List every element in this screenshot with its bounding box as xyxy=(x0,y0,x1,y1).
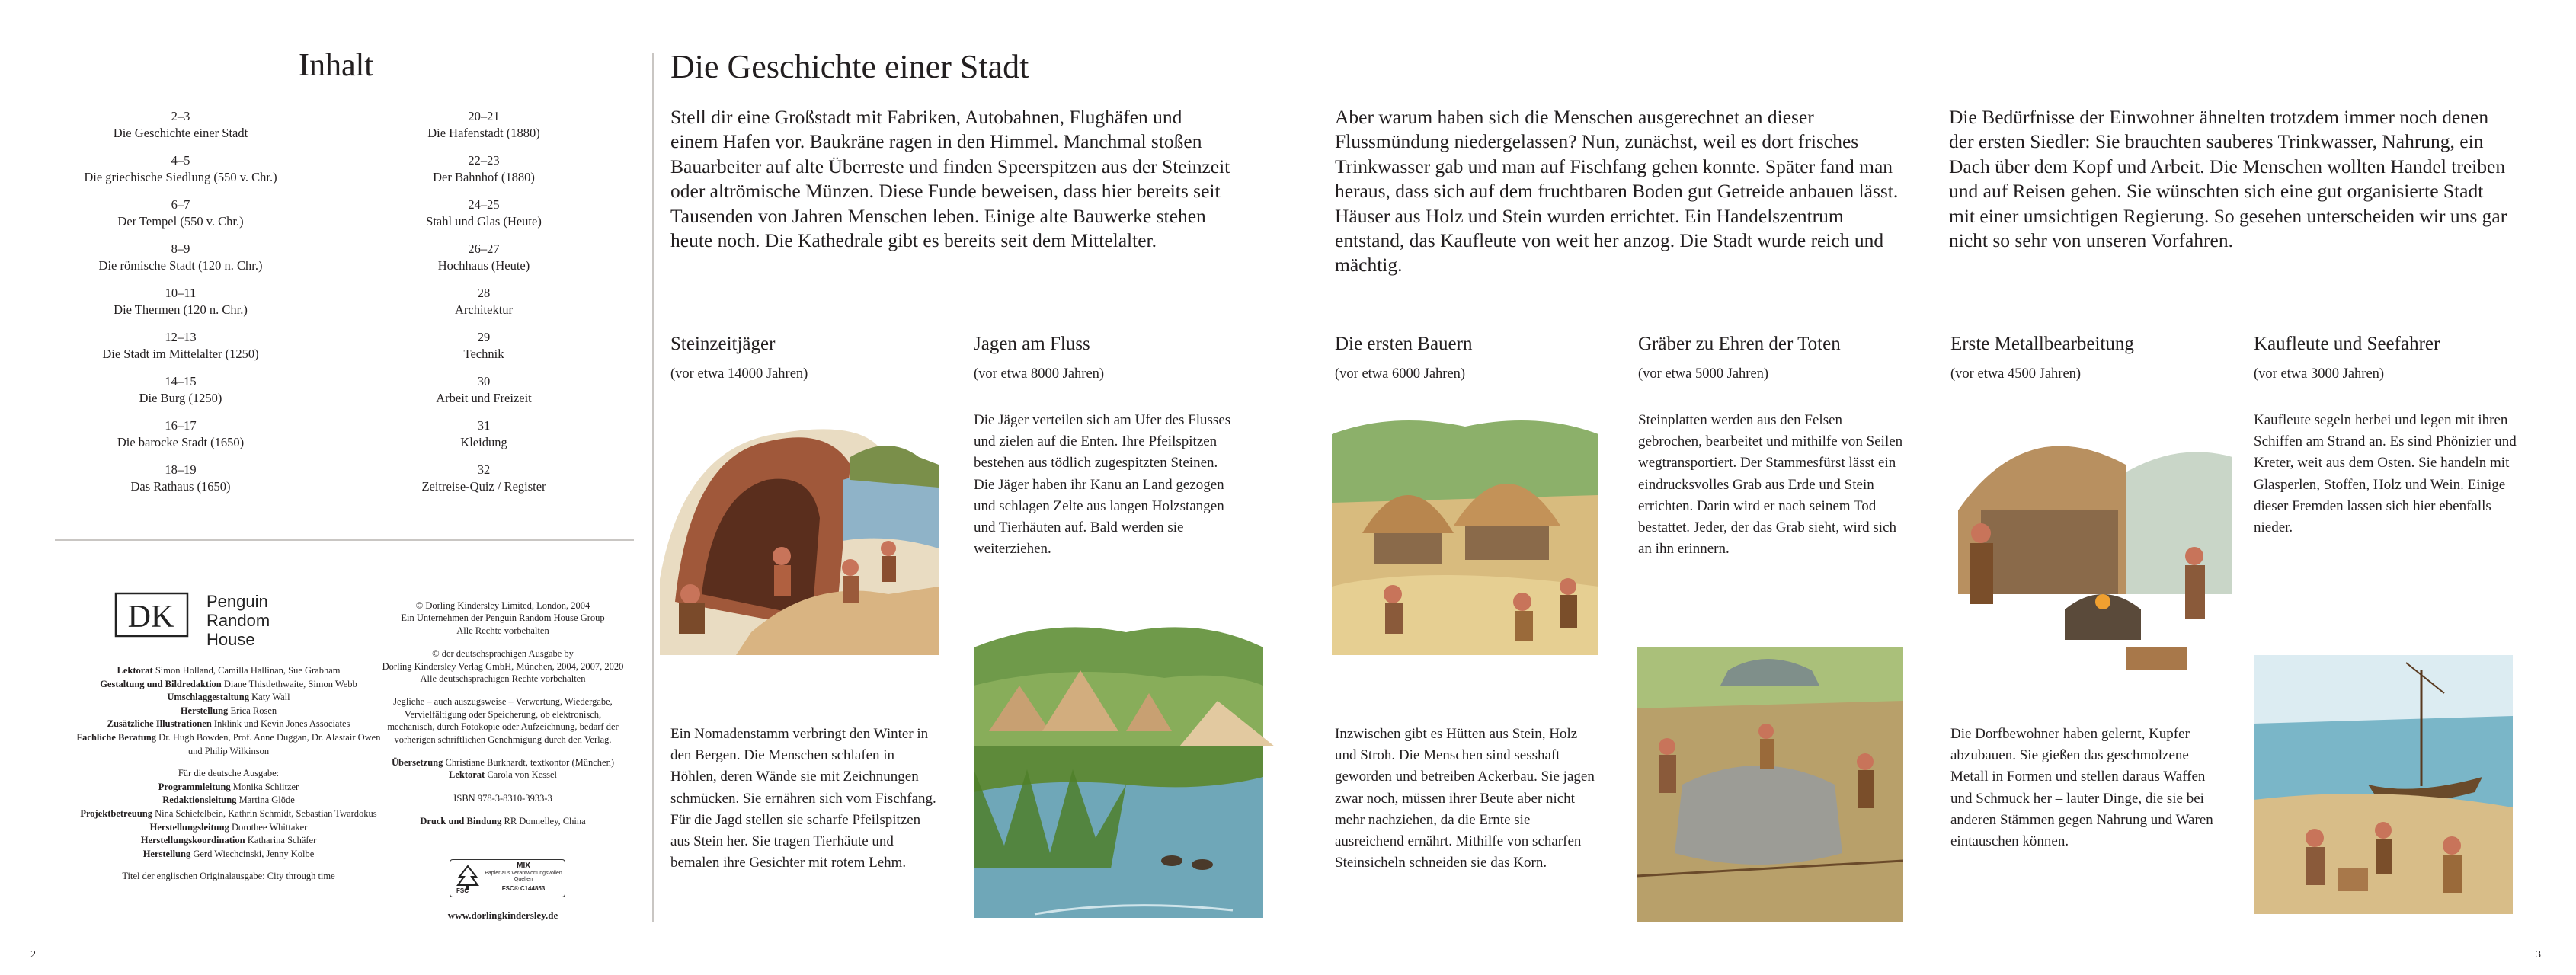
section-period: (vor etwa 6000 Jahren) xyxy=(1335,366,1466,382)
toc-divider xyxy=(55,539,634,541)
toc-chapter-title: Die Geschichte einer Stadt xyxy=(113,126,248,140)
fsc-logo-text: FSC xyxy=(456,887,469,894)
section-text: Die Dorfbewohner haben gelernt, Kupfer abzubauen. Sie gießen das geschmolzene Metall in Formen und stellen daraus Waffen und Schmuck her – lauter Dinge, die sie bei anderen Stämmen gegen Nahrung und Waren eintauschen können. xyxy=(1950,726,2213,850)
toc-chapter-title: Die Stadt im Mittelalter (1250) xyxy=(102,347,259,361)
toc-page: 12–13 xyxy=(165,330,197,344)
toc-title: Inhalt xyxy=(299,48,373,83)
toc-page: 6–7 xyxy=(171,197,190,212)
farming-village-illustration xyxy=(1332,411,1598,655)
dk-logo-letters: DK xyxy=(127,599,174,635)
toc-entry[interactable] xyxy=(55,285,306,329)
cave-hunters-illustration xyxy=(660,404,939,655)
credit-line: Projektbetreuung Nina Schiefelbein, Kathrin Schmidt, Sebastian Twardokus xyxy=(80,807,377,819)
section-period: (vor etwa 4500 Jahren) xyxy=(1950,366,2082,382)
metalworking-illustration xyxy=(1950,396,2232,678)
credit-line: Herstellungsleitung Dorothee Whittaker xyxy=(149,821,308,833)
credits-left xyxy=(76,664,381,884)
dk-logo-icon xyxy=(114,590,190,639)
toc-chapter-title: Das Rathaus (1650) xyxy=(130,479,231,494)
toc-page: 14–15 xyxy=(165,374,197,388)
toc-chapter-title: Die griechische Siedlung (550 v. Chr.) xyxy=(84,170,277,184)
toc-chapter-title: Die barocke Stadt (1650) xyxy=(117,435,245,449)
toc-entry[interactable] xyxy=(358,462,610,506)
credits-right: © Dorling Kindersley Limited, London, 2004 Ein Unternehmen der Penguin Random House Group Alle Rechte vorbehalten © der deutschsprachigen Ausgabe by Dorling Kindersley Verlag GmbH, München, 2004, 2007, 2020 Alle deutschsprachigen Rechte vorbehalten Jegliche – auch auszugsweise – Verwertung, Wiedergabe, Vervielfältigung oder Speicherung, ob elektronisch, mechanisch, durch Fotokopie oder Aufzeichnung, bedarf der vorherigen schriftlichen Genehmigung durch den Verlag. Übersetzung Christiane Burkhardt, textkontor (München) Lektorat Carola von Kessel ISBN 978-3-8310-3933-3 Druck und Bindung RR Donnelley, China xyxy=(382,600,624,827)
toc-entry[interactable] xyxy=(55,152,306,197)
credit-line: Programmleitung Monika Schlitzer xyxy=(158,781,299,792)
toc-chapter-title: Zeitreise-Quiz / Register xyxy=(421,479,546,494)
toc-page: 22–23 xyxy=(468,153,500,168)
section-period: (vor etwa 8000 Jahren) xyxy=(974,366,1105,382)
credit-line: Herstellung Erica Rosen xyxy=(180,705,277,716)
toc-entry[interactable] xyxy=(55,417,306,462)
toc-chapter-title: Der Bahnhof (1880) xyxy=(433,170,535,184)
toc-chapter-title: Die Hafenstadt (1880) xyxy=(427,126,540,140)
section-period: (vor etwa 3000 Jahren) xyxy=(2254,366,2385,382)
section-text: Kaufleute segeln herbei und legen mit ihren Schiffen am Strand an. Es sind Phönizier und Kreter, weit aus dem Osten. Sie handeln mit Glasperlen, Stoffen, Holz und Wein. Einige dieser Fremden lassen sich hier ebenfalls nieder. xyxy=(2254,412,2517,536)
credit-line: Redaktionsleitung Martina Glöde xyxy=(162,794,295,806)
toc-page: 29 xyxy=(477,330,491,344)
section-text: Inzwischen gibt es Hütten aus Stein, Holz und Stroh. Die Menschen sind sesshaft geworden und betreiben Ackerbau. Sie jagen zwar noch, müssen ihrer Beute aber nicht mehr nachziehen, da die Ernte sie ausreichend ernährt. Mithilfe von scharfen Steinsicheln schneiden sie das Korn. xyxy=(1335,726,1595,871)
page-title: Die Geschichte einer Stadt xyxy=(670,48,1029,85)
fsc-mix: MIX xyxy=(517,862,530,870)
toc-page: 2–3 xyxy=(171,109,190,123)
megalith-tomb-illustration xyxy=(1637,632,1903,922)
fsc-label xyxy=(450,859,565,897)
toc-page: 26–27 xyxy=(468,241,500,256)
credit-line: Gestaltung und Bildredaktion Diane Thistlethwaite, Simon Webb xyxy=(100,678,357,689)
section-text: Steinplatten werden aus den Felsen gebrochen, bearbeitet und mithilfe von Seilen wegtransportiert. Der Stammesfürst lässt ein eindrucksvolles Grab aus Erde und Stein errichten. Darin wird er nach seinem Tod bestattet. Jeder, der das Grab sieht, wird sich an ihn erinnern. xyxy=(1638,412,1903,558)
toc-chapter-title: Die Burg (1250) xyxy=(139,391,222,405)
credit-line: Zusätzliche Illustrationen Inklink und Kevin Jones Associates xyxy=(107,718,350,730)
section-period: (vor etwa 5000 Jahren) xyxy=(1638,366,1769,382)
toc-chapter-title: Arbeit und Freizeit xyxy=(436,391,532,405)
toc-page: 20–21 xyxy=(468,109,500,123)
intro-paragraph-2: Aber warum haben sich die Menschen ausgerechnet an dieser Flussmündung niedergelassen? Nun, zunächst, weil es dort frisches Trinkwasser gab und man auf Fischfang gehen konnte. Später fand man heraus, dass sich auf dem fruchtbaren Boden gut Getreide anbauen lässt. Häuser aus Holz und Stein wurden errichtet. Ein Handelszentrum entstand, das Kaufleute von weit her anzog. Die Stadt wurde reich und mächtig. xyxy=(1335,106,1899,277)
credit-line: Lektorat Simon Holland, Camilla Hallinan, Sue Grabham xyxy=(117,665,341,676)
toc-page: 30 xyxy=(477,374,491,388)
fsc-text: Papier aus verantwortungsvollen Quellen xyxy=(485,871,562,882)
toc-chapter-title: Stahl und Glas (Heute) xyxy=(426,214,542,229)
credit-line: Herstellungskoordination Katharina Schäfer xyxy=(140,835,317,846)
section-text: Die Jäger verteilen sich am Ufer des Flusses und zielen auf die Enten. Ihre Pfeilspitzen bestehen aus tödlich zugespitzten Steinen. Die Jäger haben ihr Kanu an Land gezogen und schlagen Zelte aus langen Holzstangen und Tierhäuten auf. Bald werden sie weiterziehen. xyxy=(974,412,1231,558)
toc-page: 28 xyxy=(477,286,491,300)
page-number-left: 2 xyxy=(30,949,36,961)
toc-chapter-title: Der Tempel (550 v. Chr.) xyxy=(117,214,244,229)
section-title-stone-age-hunters: Steinzeitjäger xyxy=(670,334,776,354)
toc-page: 31 xyxy=(477,418,491,433)
toc-chapter-title: Die Thermen (120 n. Chr.) xyxy=(114,302,248,317)
toc-entry[interactable] xyxy=(358,373,610,417)
publisher-url[interactable]: www.dorlingkindersley.de xyxy=(447,909,558,921)
toc-entry[interactable] xyxy=(358,197,610,241)
page-number-right: 3 xyxy=(2536,949,2541,961)
toc-entry[interactable] xyxy=(358,241,610,285)
toc-entry[interactable] xyxy=(55,241,306,285)
toc-chapter-title: Architektur xyxy=(454,302,514,317)
credit-line: Für die deutsche Ausgabe: xyxy=(178,768,280,779)
trading-ships-illustration xyxy=(2254,609,2513,914)
toc-entry[interactable] xyxy=(55,462,306,506)
section-title-river-hunters: Jagen am Fluss xyxy=(974,334,1090,354)
toc-entry[interactable] xyxy=(358,108,610,152)
toc-page: 4–5 xyxy=(171,153,190,168)
toc-entry[interactable] xyxy=(358,152,610,197)
penguin-random-house-wordmark: Penguin Random House xyxy=(200,592,270,649)
toc-entry[interactable] xyxy=(55,329,306,373)
toc-page: 16–17 xyxy=(165,418,197,433)
toc-page: 8–9 xyxy=(171,241,190,256)
credit-line: Fachliche Beratung Dr. Hugh Bowden, Prof. Anne Duggan, Dr. Alastair Owen und Philip Wilkinson xyxy=(76,731,381,756)
toc-column-right xyxy=(358,108,610,506)
toc-entry[interactable] xyxy=(358,285,610,329)
toc-entry[interactable] xyxy=(358,417,610,462)
toc-chapter-title: Die römische Stadt (120 n. Chr.) xyxy=(98,258,263,273)
toc-page: 18–19 xyxy=(165,462,197,477)
credit-line: Herstellung Gerd Wiechcinski, Jenny Kolbe xyxy=(142,848,315,859)
toc-page: 32 xyxy=(477,462,491,477)
intro-paragraph-3: Die Bedürfnisse der Einwohner ähnelten trotzdem immer noch denen der ersten Siedler: Sie brauchten sauberes Trinkwasser, Nahrung, ein Dach über dem Kopf und Arbeit. Die Menschen wollten Handel treiben und auf Reisen gehen. Sie wünschten sich eine gut organisierte Stadt mit einer umsichtigen Regierung. So gesehen unterscheiden wir uns gar nicht so sehr von unseren Vorfahren. xyxy=(1949,106,2507,252)
section-title-burial-mounds: Gräber zu Ehren der Toten xyxy=(1638,334,1841,354)
section-title-metalworking: Erste Metallbearbeitung xyxy=(1950,334,2134,354)
toc-chapter-title: Technik xyxy=(463,347,504,361)
section-title-first-farmers: Die ersten Bauern xyxy=(1335,334,1473,354)
toc-entry[interactable] xyxy=(55,197,306,241)
toc-chapter-title: Hochhaus (Heute) xyxy=(437,258,530,273)
intro-paragraph-1: Stell dir eine Großstadt mit Fabriken, Autobahnen, Flughäfen und einem Hafen vor. Baukräne ragen in den Himmel. Manchmal stoßen Bauarbeiter auf alte Überreste und finden Speerspitzen aus der Steinzeit oder altrömische Münzen. Diese Funde beweisen, dass hier bereits seit Tausenden von Jahren Menschen leben. Einige alte Bauwerke stehen heute noch. Die Kathedrale gibt es bereits seit dem Mittelalter. xyxy=(670,106,1230,252)
toc-entry[interactable] xyxy=(55,108,306,152)
toc-entry[interactable] xyxy=(358,329,610,373)
section-title-merchants-seafarers: Kaufleute und Seefahrer xyxy=(2254,334,2440,354)
toc-page: 24–25 xyxy=(468,197,500,212)
river-camp-illustration xyxy=(974,617,1275,918)
toc-chapter-title: Kleidung xyxy=(460,435,507,449)
section-text: Ein Nomadenstamm verbringt den Winter in den Bergen. Die Menschen schlafen in Höhlen, deren Wände sie mit Zeichnungen schmücken. Sie ernähren sich vom Fischfang. Für die Jagd stellen sie scharfe Pfeilspitzen aus Stein her. Sie tragen Tierhäute und bemalen ihre Gesichter mit rotem Lehm. xyxy=(670,726,936,871)
credit-line: Titel der englischen Originalausgabe: City through time xyxy=(122,871,335,882)
toc-column-left xyxy=(55,108,306,506)
toc-entry[interactable] xyxy=(55,373,306,417)
section-period: (vor etwa 14000 Jahren) xyxy=(670,366,808,382)
credit-line: Umschlaggestaltung Katy Wall xyxy=(167,692,290,703)
toc-page: 10–11 xyxy=(165,286,197,300)
gutter-divider xyxy=(652,53,654,922)
fsc-code: FSC® C144853 xyxy=(501,885,546,892)
